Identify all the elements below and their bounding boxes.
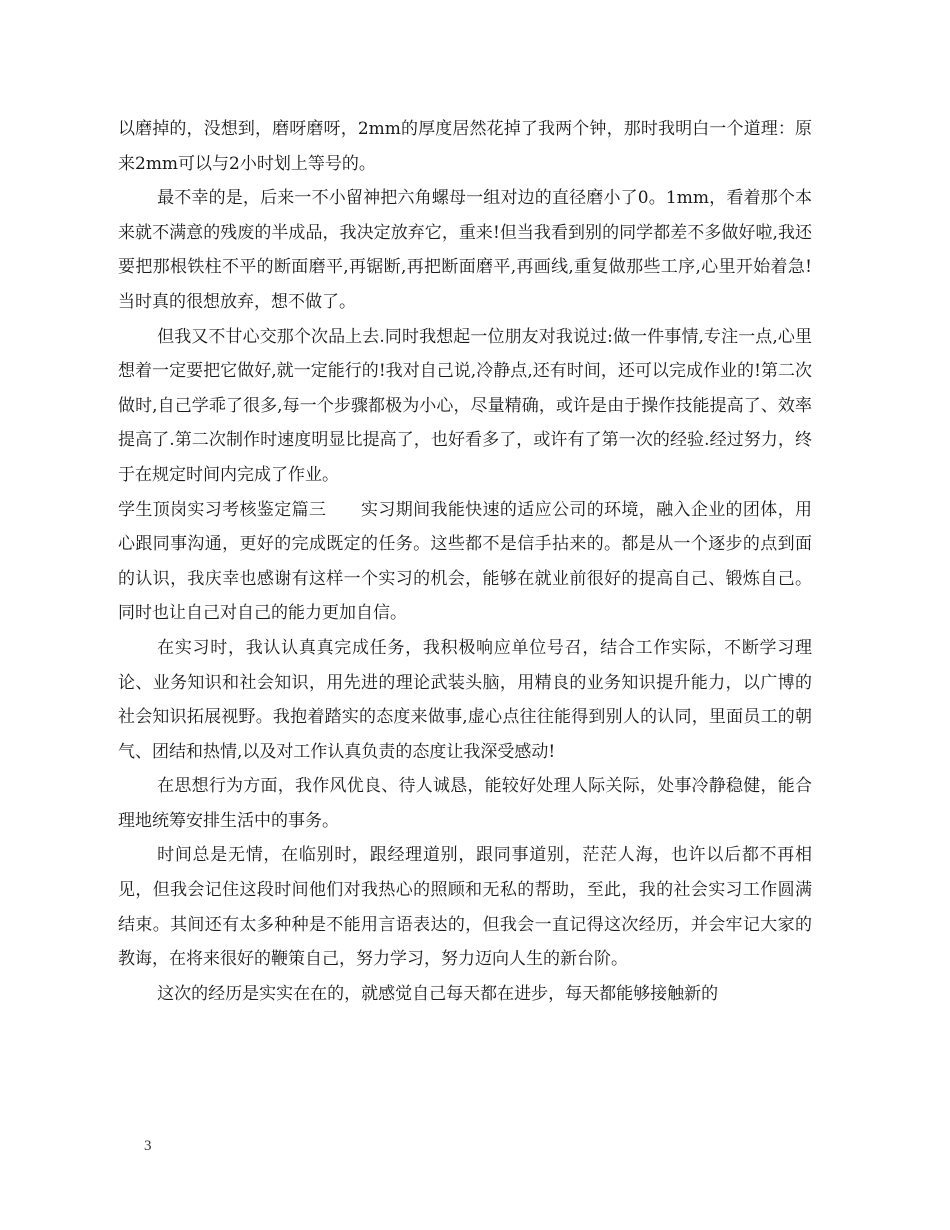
paragraph: 但我又不甘心交那个次品上去.同时我想起一位朋友对我说过:做一件事情,专注一点,心里想着一定要把它做好,就一定能行的!我对自己说,冷静点,还有时间，还可以完成作业的!第二次做时,自己学乖了很多,每一个步骤都极为小心，尽量精确，或许是由于操作技能提高了、效率提高了.第二次制作时速度明显比提高了，也好看多了，或许有了第一次的经验.经过努力，终于在规定时间内完成了作业。 bbox=[118, 326, 812, 485]
paragraph: 以磨掉的，没想到，磨呀磨呀，2mm的厚度居然花掉了我两个钟，那时我明白一个道理：原来2mm可以与2小时划上等号的。 bbox=[118, 119, 812, 174]
page-number: 3 bbox=[144, 1138, 152, 1154]
document-body bbox=[118, 112, 812, 1011]
paragraph: 在实习时，我认认真真完成任务，我积极响应单位号召，结合工作实际，不断学习理论、业务知识和社会知识，用先进的理论武装头脑，用精良的业务知识提升能力，以广博的社会知识拓展视野。我抱着踏实的态度来做事,虚心点往往能得到别人的认同，里面员工的朝气、团结和热情,以及对工作认真负责的态度让我深受感动! bbox=[118, 637, 812, 762]
paragraph: 时间总是无情，在临别时，跟经理道别，跟同事道别，茫茫人海，也许以后都不再相见，但我会记住这段时间他们对我热心的照顾和无私的帮助，至此，我的社会实习工作圆满结束。其间还有太多种种是不能用言语表达的，但我会一直记得这次经历，并会牢记大家的教诲，在将来很好的鞭策自己，努力学习，努力迈向人生的新台阶。 bbox=[118, 845, 812, 970]
paragraph: 最不幸的是，后来一不小留神把六角螺母一组对边的直径磨小了0。1mm，看着那个本来就不满意的残废的半成品，我决定放弃它，重来!但当我看到别的同学都差不多做好啦,我还要把那根铁柱不平的断面磨平,再锯断,再把断面磨平,再画线,重复做那些工序,心里开始着急!当时真的很想放弃，想不做了。 bbox=[118, 188, 812, 312]
paragraph: 这次的经历是实实在在的，就感觉自己每天都在进步，每天都能够接触新的 bbox=[157, 983, 719, 1004]
paragraph: 在思想行为方面，我作风优良、待人诚恳，能较好处理人际关际，处事冷静稳健，能合理地统筹安排生活中的事务。 bbox=[118, 776, 812, 831]
paragraph-section-heading: 学生顶岗实习考核鉴定篇三 实习期间我能快速的适应公司的环境，融入企业的团体，用心跟同事沟通，更好的完成既定的任务。这些都不是信手拈来的。都是从一个逐步的点到面的认识，我庆幸也感谢有这样一个实习的机会，能够在就业前很好的提高自己、锻炼自己。同时也让自己对自己的能力更加自信。 bbox=[118, 499, 812, 624]
